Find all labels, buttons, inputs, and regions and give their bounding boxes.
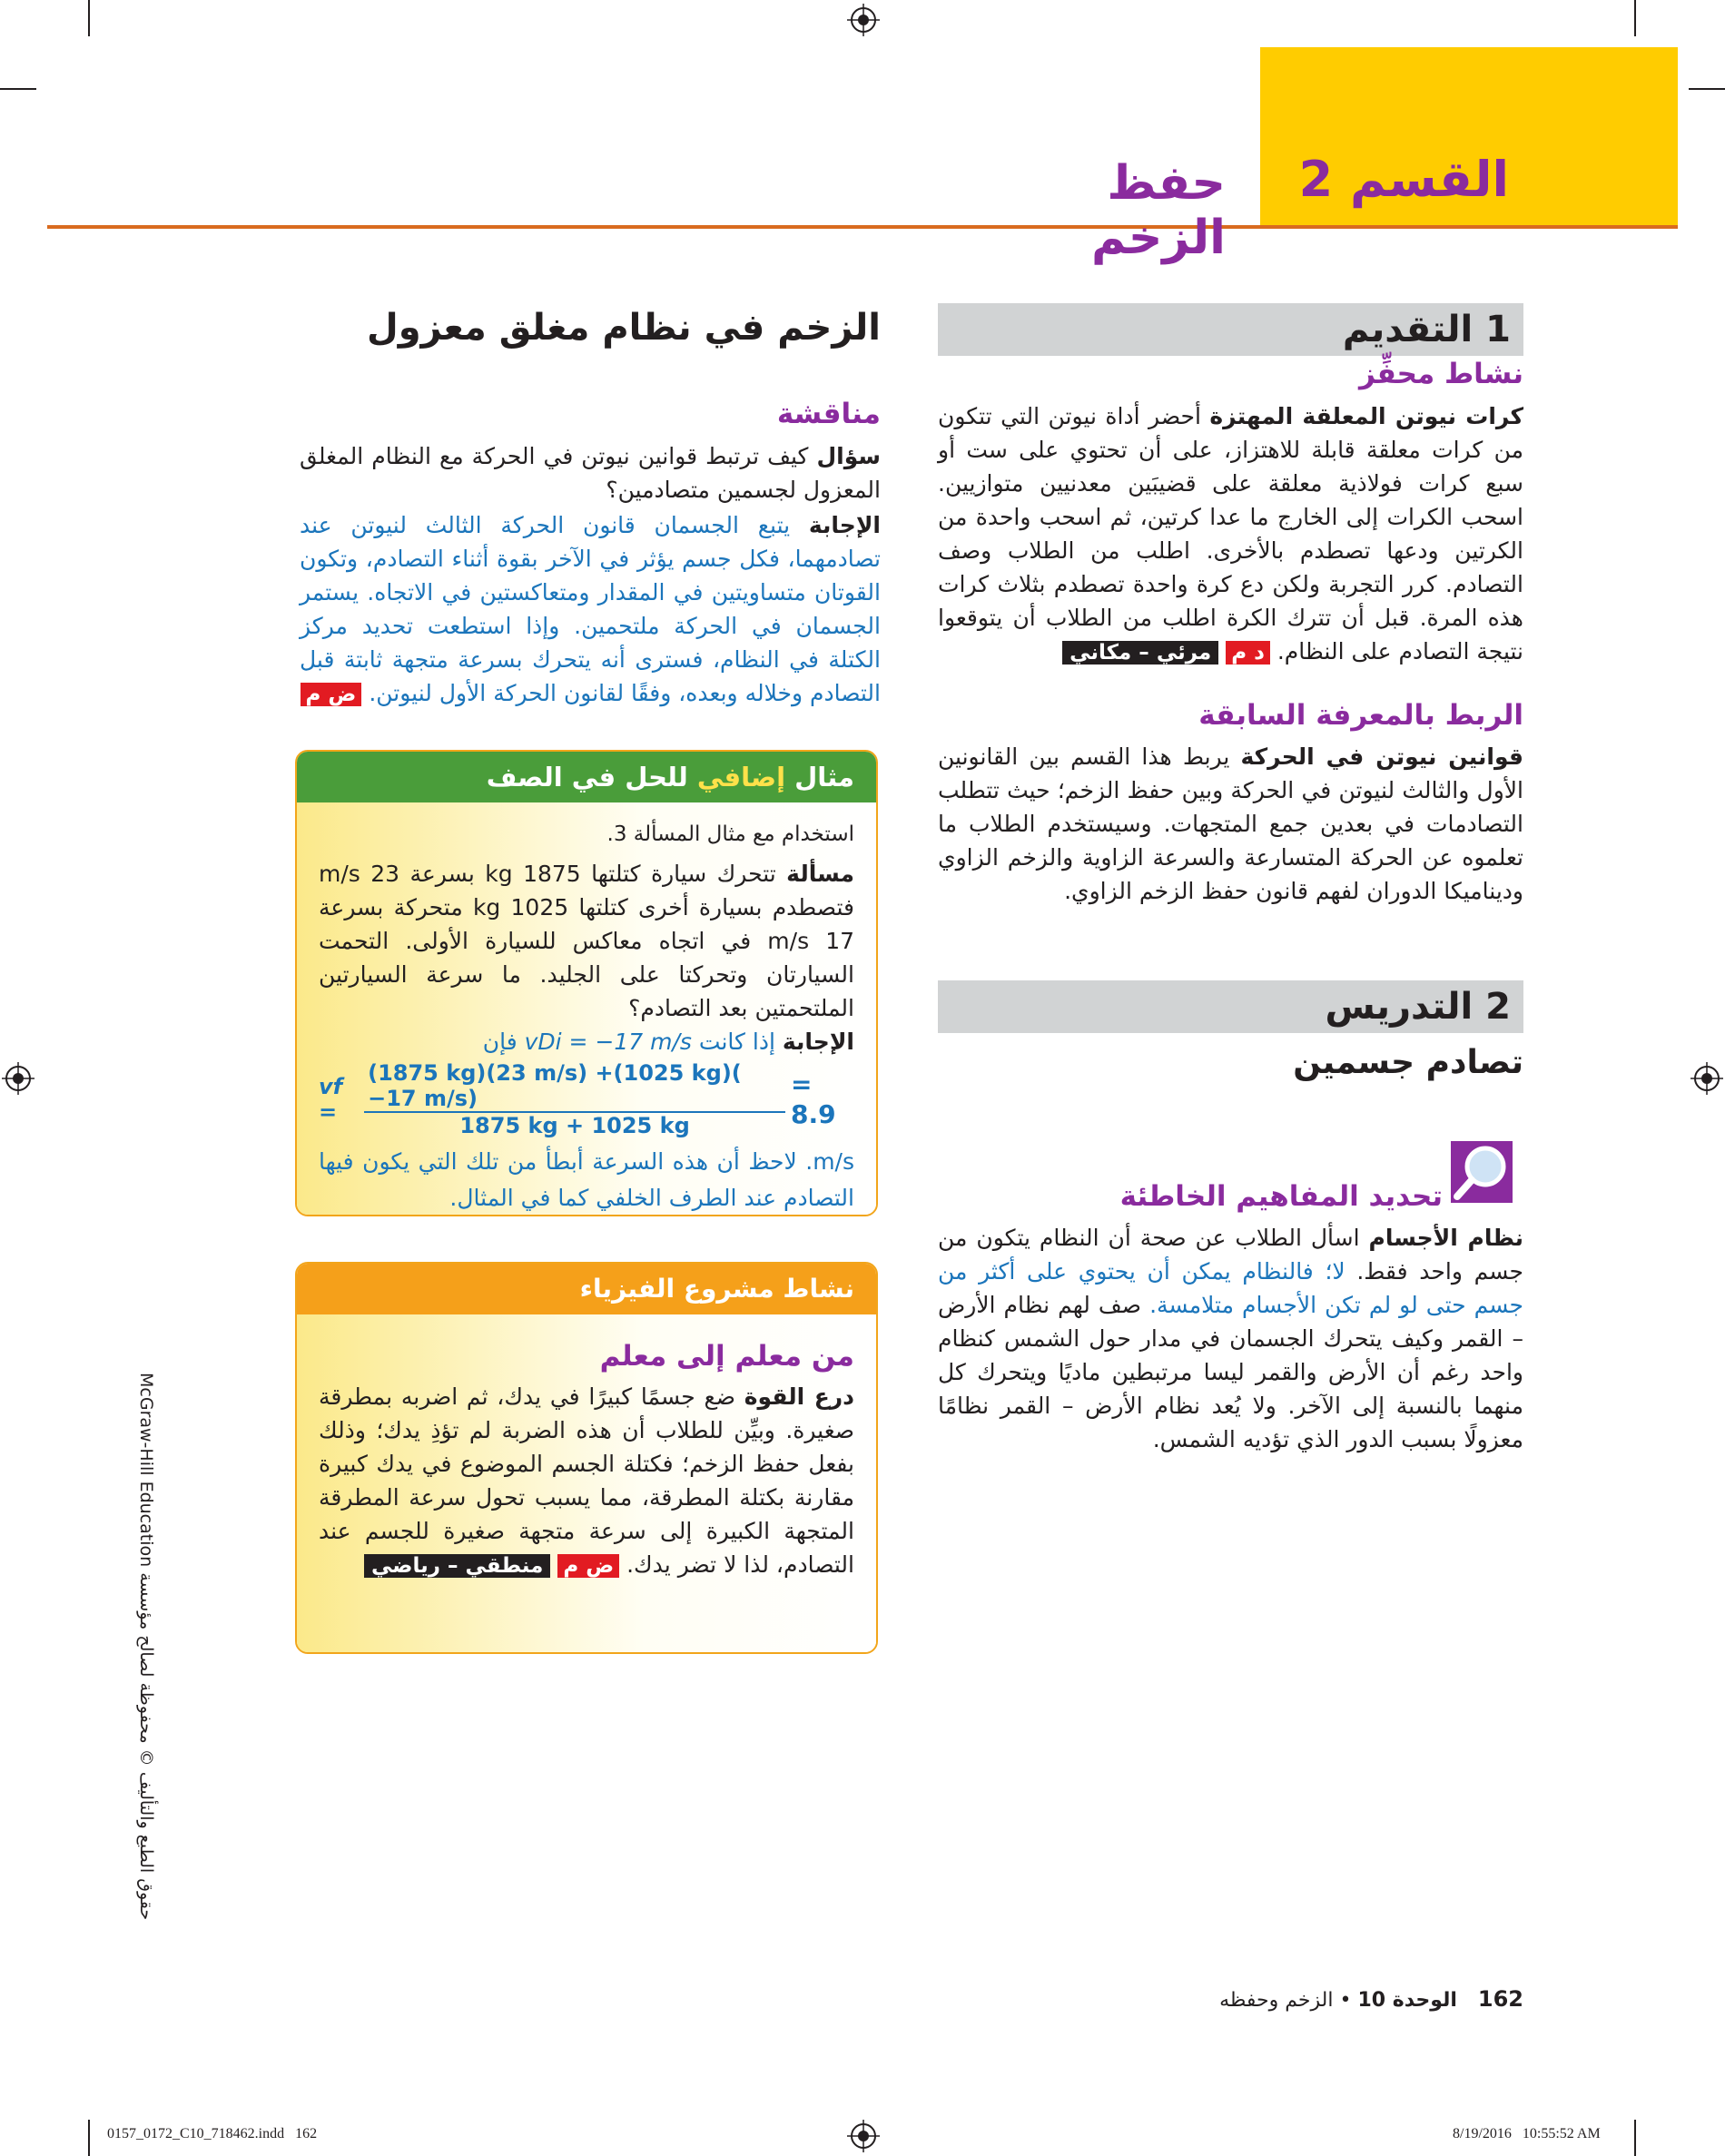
example-box-header — [297, 752, 876, 802]
registration-mark-icon — [847, 4, 880, 36]
project-tag-black: منطقي – رياضي — [364, 1554, 550, 1578]
prior-knowledge-title: الربط بالمعرفة السابقة — [1198, 699, 1523, 732]
example-box — [295, 750, 878, 1216]
question-keyword: سؤال — [816, 443, 881, 469]
project-box-header: نشاط مشروع الفيزياء — [297, 1264, 876, 1314]
footer-bullet: • — [1339, 1989, 1352, 2012]
example-head-a: مثال — [794, 762, 854, 793]
example-formula — [319, 1060, 854, 1138]
misconception-text-2: صف لهم نظام الأرض – القمر وكيف يتحرك الجسمان في مدار حول الشمس كنظام واحد رغم أن الأرض والقمر ليسا مرتبطين ماديًا ويتحرك كل منهما بالنسبة إلى الآخر. ولا يُعد نظام الأرض – القمر نظامًا معزولًا بسبب الدور الذي تؤديه الشمس. — [938, 1292, 1523, 1452]
prior-knowledge-paragraph — [938, 740, 1523, 908]
example-answer-lead: إذا كانت — [698, 1029, 775, 1055]
crop-mark — [88, 2120, 90, 2156]
timestamp: 8/19/2016 10:55:52 AM — [1453, 2126, 1601, 2141]
magnifier-icon — [1449, 1139, 1514, 1205]
answer-paragraph — [300, 508, 881, 712]
example-note: m/s. لاحظ أن هذه السرعة أبطأ من تلك التي يكون فيها التصادم عند الطرف الخلفي كما في المثال. — [319, 1148, 854, 1211]
misconception-title: تحديد المفاهيم الخاطئة — [1119, 1180, 1443, 1213]
example-answer-then: فإن — [482, 1029, 518, 1055]
prior-text: يربط هذا القسم بين القانونين الأول والثالث لنيوتن في الحركة وبين حفظ الزخم؛ حيث تتطلب التصادمات في بعدين جمع المتجهات. وسيستخدم الطلاب ما تعلموه عن الحركة المتسارعة والسرعة الزاوية والزخم الزاوي وديناميكا الدوران لفهم قانون حفظ الزخم الزاوي. — [938, 743, 1523, 904]
registration-mark-icon — [847, 2120, 880, 2152]
section-title: حفظ الزخم — [1091, 156, 1226, 265]
prior-keyword: قوانين نيوتن في الحركة — [1240, 743, 1523, 770]
formula-numerator: (1875 kg)(23 m/s) +(1025 kg)( −17 m/s) — [368, 1060, 742, 1111]
registration-mark-icon — [1690, 1062, 1723, 1095]
crop-mark — [88, 0, 90, 36]
example-head-b: إضافي — [696, 762, 786, 793]
example-answer-keyword: الإجابة — [782, 1029, 854, 1055]
answer-keyword: الإجابة — [808, 512, 881, 538]
motivation-paragraph — [938, 399, 1523, 670]
motivation-keyword: كرات نيوتن المعلقة المهتزة — [1209, 403, 1524, 429]
example-problem — [319, 857, 854, 1025]
formula-result: = 8.9 — [791, 1069, 836, 1129]
answer-tag: ض م — [301, 683, 362, 706]
file-name: 0157_0172_C10_718462.indd 162 — [107, 2126, 318, 2141]
crop-mark — [0, 88, 36, 90]
example-head-c: للحل في الصف — [486, 762, 688, 793]
example-problem-text: تتحرك سيارة كتلتها 1875 kg بسرعة 23 m/s فتصطدم بسيارة أخرى كتلتها 1025 kg متحركة بسرعة 17 m/s في اتجاه معاكس للسيارة الأولى. التحمت السيارتان وتحركتا على الجليد. ما سرعة السيارتين الملتحمتين بعد التصادم؟ — [319, 861, 854, 1021]
example-problem-keyword: مسألة — [786, 861, 855, 887]
project-keyword: درع القوة — [744, 1383, 855, 1410]
question-paragraph — [300, 439, 881, 507]
misconception-text-1: اسأل الطلاب عن صحة أن النظام يتكون من جسم واحد فقط. — [938, 1225, 1523, 1285]
section-label: القسم 2 — [1298, 151, 1509, 208]
answer-text: يتبع الجسمان قانون الحركة الثالث لنيوتن عند تصادمهما، فكل جسم يؤثر في الآخر بقوة أثناء التصادم، وتكون القوتان متساويتين في المقدار ومتعاكستين في الاتجاه. يستمر الجسمان في الحركة ملتحمين. وإذا استطعت تحديد مركز الكتلة في النظام، فسترى أنه يتحرك بسرعة متجهة ثابتة قبل التصادم وخلاله وبعده، وفقًا لقانون الحركة الأول لنيوتن. — [300, 512, 881, 706]
header-rule — [47, 225, 1678, 229]
project-text: ضع جسمًا كبيرًا في يدك، ثم اضربه بمطرقة صغيرة. وبيِّن للطلاب أن هذه الضربة لم تؤذِ يدك؛ وذلك بفعل حفظ الزخم؛ فكتلة الجسم الموضوع في يدك كبيرة مقارنة بكتلة المطرقة، مما يسبب تحول سرعة المطرقة المتجهة الكبيرة إلى سرعة متجهة صغيرة للجسم عند التصادم، لذا لا تضر يدك. — [319, 1383, 854, 1578]
unit-label: الوحدة 10 — [1357, 1989, 1457, 2012]
formula-lhs: vf = — [319, 1074, 343, 1125]
formula-denominator: 1875 kg + 1025 kg — [459, 1113, 690, 1138]
teach-bar — [938, 980, 1523, 1033]
intro-bar — [938, 303, 1523, 356]
misconception-keyword: نظام الأجسام — [1368, 1225, 1524, 1251]
main-title: الزخم في نظام مغلق معزول — [366, 307, 881, 349]
project-box-body — [297, 1314, 876, 1652]
motivation-tag-black: مرئي – مكاني — [1062, 641, 1218, 665]
motivation-tag-red: د م — [1226, 641, 1270, 665]
motivation-title: نشاط محفِّز — [1359, 358, 1523, 390]
project-box — [295, 1262, 878, 1654]
teach-bar-title: 2 التدريس — [1325, 986, 1511, 1028]
copyright-text: حقوق الطبع والتأليف © محفوظة لصالح مؤسسة McGraw-Hill Education — [136, 1373, 156, 1921]
crop-mark — [1634, 2120, 1636, 2156]
crop-mark — [1689, 88, 1725, 90]
project-title: من معلم إلى معلم — [599, 1340, 854, 1373]
example-intro: استخدام مع مثال المسألة 3. — [606, 822, 854, 846]
page-footer — [938, 1986, 1523, 2012]
misconception-answer: لا؛ فالنظام يمكن أن يحتوي على أكثر من جسم حتى لو لم تكن الأجسام متلامسة. — [938, 1258, 1523, 1318]
project-paragraph — [319, 1380, 854, 1583]
question-text: كيف ترتبط قوانين نيوتن في الحركة مع النظام المغلق المعزول لجسمين متصادمين؟ — [300, 443, 881, 503]
formula-fraction — [364, 1060, 785, 1138]
motivation-text: أحضر أداة نيوتن التي تتكون من كرات معلقة قابلة للاهتزاز، على أن تحتوي على ست أو سبع كرات فولاذية معلقة على قضيبَين معدنيين متوازيين. اسحب الكرات إلى الخارج ما عدا كرتين، ثم اسحب واحدة من الكرتين ودعها تصطدم بالأخرى. اطلب من الطلاب وصف التصادم. كرر التجربة ولكن دع كرة واحدة تصطدم بثلاث كرات هذه المرة. قبل أن تترك الكرة اطلب من الطلاب أن يتوقعوا نتيجة التصادم على النظام. — [938, 403, 1523, 665]
example-answer — [319, 1025, 854, 1058]
discussion-title: مناقشة — [776, 398, 881, 430]
example-box-body — [297, 802, 876, 1215]
project-tag-red: ض م — [557, 1554, 619, 1578]
misconception-paragraph — [938, 1221, 1523, 1456]
example-answer-given: vDi = −17 m/s — [524, 1029, 692, 1055]
crop-mark — [1634, 0, 1636, 36]
unit-title: الزخم وحفظه — [1219, 1989, 1334, 2012]
intro-bar-title: 1 التقديم — [1342, 309, 1511, 350]
registration-mark-icon — [2, 1062, 34, 1095]
teach-title: تصادم جسمين — [1293, 1044, 1523, 1081]
page-number: 162 — [1477, 1986, 1523, 2012]
